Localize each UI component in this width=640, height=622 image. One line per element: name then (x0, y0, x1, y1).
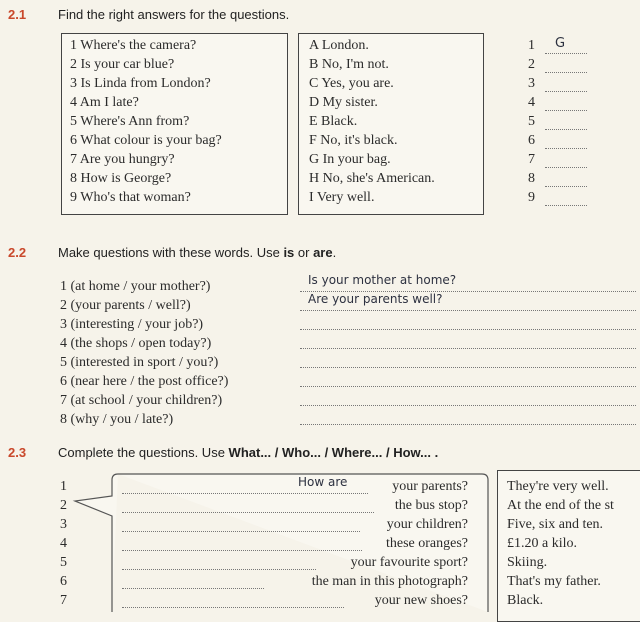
question-item: 2 Is your car blue? (70, 57, 175, 72)
key-blank-4[interactable] (545, 110, 587, 111)
question-ending: your parents? (392, 479, 468, 494)
reply-item: At the end of the st (507, 498, 614, 513)
key-number: 5 (528, 114, 535, 129)
answer-line-7[interactable] (300, 405, 636, 406)
key-number: 7 (528, 152, 535, 167)
key-number: 9 (528, 190, 535, 205)
question-ending: your new shoes? (374, 593, 468, 608)
key-blank-1[interactable] (545, 53, 587, 54)
question-item: 8 How is George? (70, 171, 172, 186)
question-number: 2 (60, 498, 67, 513)
handwritten-stem-1: How are (298, 475, 348, 489)
prompt-item: 4 (the shops / open today?) (60, 336, 212, 351)
answer-line-3[interactable] (300, 329, 636, 330)
handwritten-answer-2: Are your parents well? (308, 292, 443, 306)
question-item: 9 Who's that woman? (70, 190, 191, 205)
key-answer-1-handwritten: G (555, 36, 566, 51)
question-ending: the bus stop? (394, 498, 468, 513)
key-blank-7[interactable] (545, 167, 587, 168)
answer-line-6[interactable] (300, 386, 636, 387)
stem-blank-1[interactable] (122, 493, 368, 494)
replies-box (497, 470, 640, 622)
key-blank-2[interactable] (545, 72, 587, 73)
exercise-instruction-2-2 (58, 245, 336, 260)
key-blank-8[interactable] (545, 186, 587, 187)
prompt-item: 7 (at school / your children?) (60, 393, 223, 408)
answers-box (298, 33, 484, 215)
reply-item: That's my father. (507, 574, 601, 589)
question-item: 4 Am I late? (70, 95, 139, 110)
question-item: 7 Are you hungry? (70, 152, 175, 167)
question-item: 5 Where's Ann from? (70, 114, 190, 129)
key-number: 4 (528, 95, 535, 110)
stem-blank-4[interactable] (122, 550, 362, 551)
instruction-text-or: or (294, 245, 314, 260)
reply-item: Black. (507, 593, 544, 608)
stem-blank-6[interactable] (122, 588, 264, 589)
answer-line-2[interactable] (300, 310, 636, 311)
answer-item: C Yes, you are. (309, 76, 394, 91)
answer-item: H No, she's American. (309, 171, 435, 186)
question-ending: the man in this photograph? (311, 574, 468, 589)
key-number: 3 (528, 76, 535, 91)
stem-blank-5[interactable] (122, 569, 316, 570)
key-number: 1 (528, 38, 535, 53)
stem-blank-2[interactable] (122, 512, 374, 513)
question-number: 1 (60, 479, 67, 494)
answer-item: E Black. (309, 114, 358, 129)
question-number: 3 (60, 517, 67, 532)
instruction-text: Complete the questions. Use (58, 445, 229, 460)
key-number: 6 (528, 133, 535, 148)
stem-blank-7[interactable] (122, 607, 344, 608)
instruction-keyword-is: is (283, 245, 295, 260)
key-blank-6[interactable] (545, 148, 587, 149)
answer-line-4[interactable] (300, 348, 636, 349)
answer-item: B No, I'm not. (309, 57, 389, 72)
prompt-item: 6 (near here / the post office?) (60, 374, 229, 389)
instruction-keyword-are: are (313, 245, 333, 260)
question-item: 6 What colour is your bag? (70, 133, 222, 148)
key-blank-5[interactable] (545, 129, 587, 130)
question-number: 5 (60, 555, 67, 570)
exercise-number-2-3: 2.3 (8, 445, 27, 460)
answer-item: G In your bag. (309, 152, 391, 167)
exercise-instruction-2-1: Find the right answers for the questions. (58, 7, 290, 22)
prompt-item: 3 (interesting / your job?) (60, 317, 204, 332)
question-ending: your favourite sport? (350, 555, 468, 570)
key-number: 2 (528, 57, 535, 72)
answer-item: F No, it's black. (309, 133, 398, 148)
answer-item: D My sister. (309, 95, 378, 110)
questions-box (61, 33, 288, 215)
stem-blank-3[interactable] (122, 531, 360, 532)
question-item: 3 Is Linda from London? (70, 76, 211, 91)
exercise-number-2-2: 2.2 (8, 245, 27, 260)
key-blank-9[interactable] (545, 205, 587, 206)
answer-line-5[interactable] (300, 367, 636, 368)
question-number: 4 (60, 536, 67, 551)
key-number: 8 (528, 171, 535, 186)
question-number: 6 (60, 574, 67, 589)
reply-item: £1.20 a kilo. (507, 536, 577, 551)
exercise-instruction-2-3 (58, 445, 438, 460)
answer-item: A London. (309, 38, 369, 53)
prompt-item: 5 (interested in sport / you?) (60, 355, 219, 370)
prompt-item: 8 (why / you / late?) (60, 412, 174, 427)
instruction-text: Make questions with these words. Use (58, 245, 284, 260)
reply-item: They're very well. (507, 479, 609, 494)
handwritten-answer-1: Is your mother at home? (308, 273, 457, 287)
answer-line-8[interactable] (300, 424, 636, 425)
reply-item: Skiing. (507, 555, 548, 570)
instruction-keywords: What... / Who... / Where... / How... . (228, 445, 439, 460)
reply-item: Five, six and ten. (507, 517, 604, 532)
question-number: 7 (60, 593, 67, 608)
exercise-number-2-1: 2.1 (8, 7, 27, 22)
key-blank-3[interactable] (545, 91, 587, 92)
prompt-item: 2 (your parents / well?) (60, 298, 191, 313)
answer-item: I Very well. (309, 190, 375, 205)
prompt-item: 1 (at home / your mother?) (60, 279, 211, 294)
instruction-period: . (332, 245, 337, 260)
question-item: 1 Where's the camera? (70, 38, 197, 53)
question-ending: these oranges? (385, 536, 468, 551)
question-ending: your children? (386, 517, 468, 532)
